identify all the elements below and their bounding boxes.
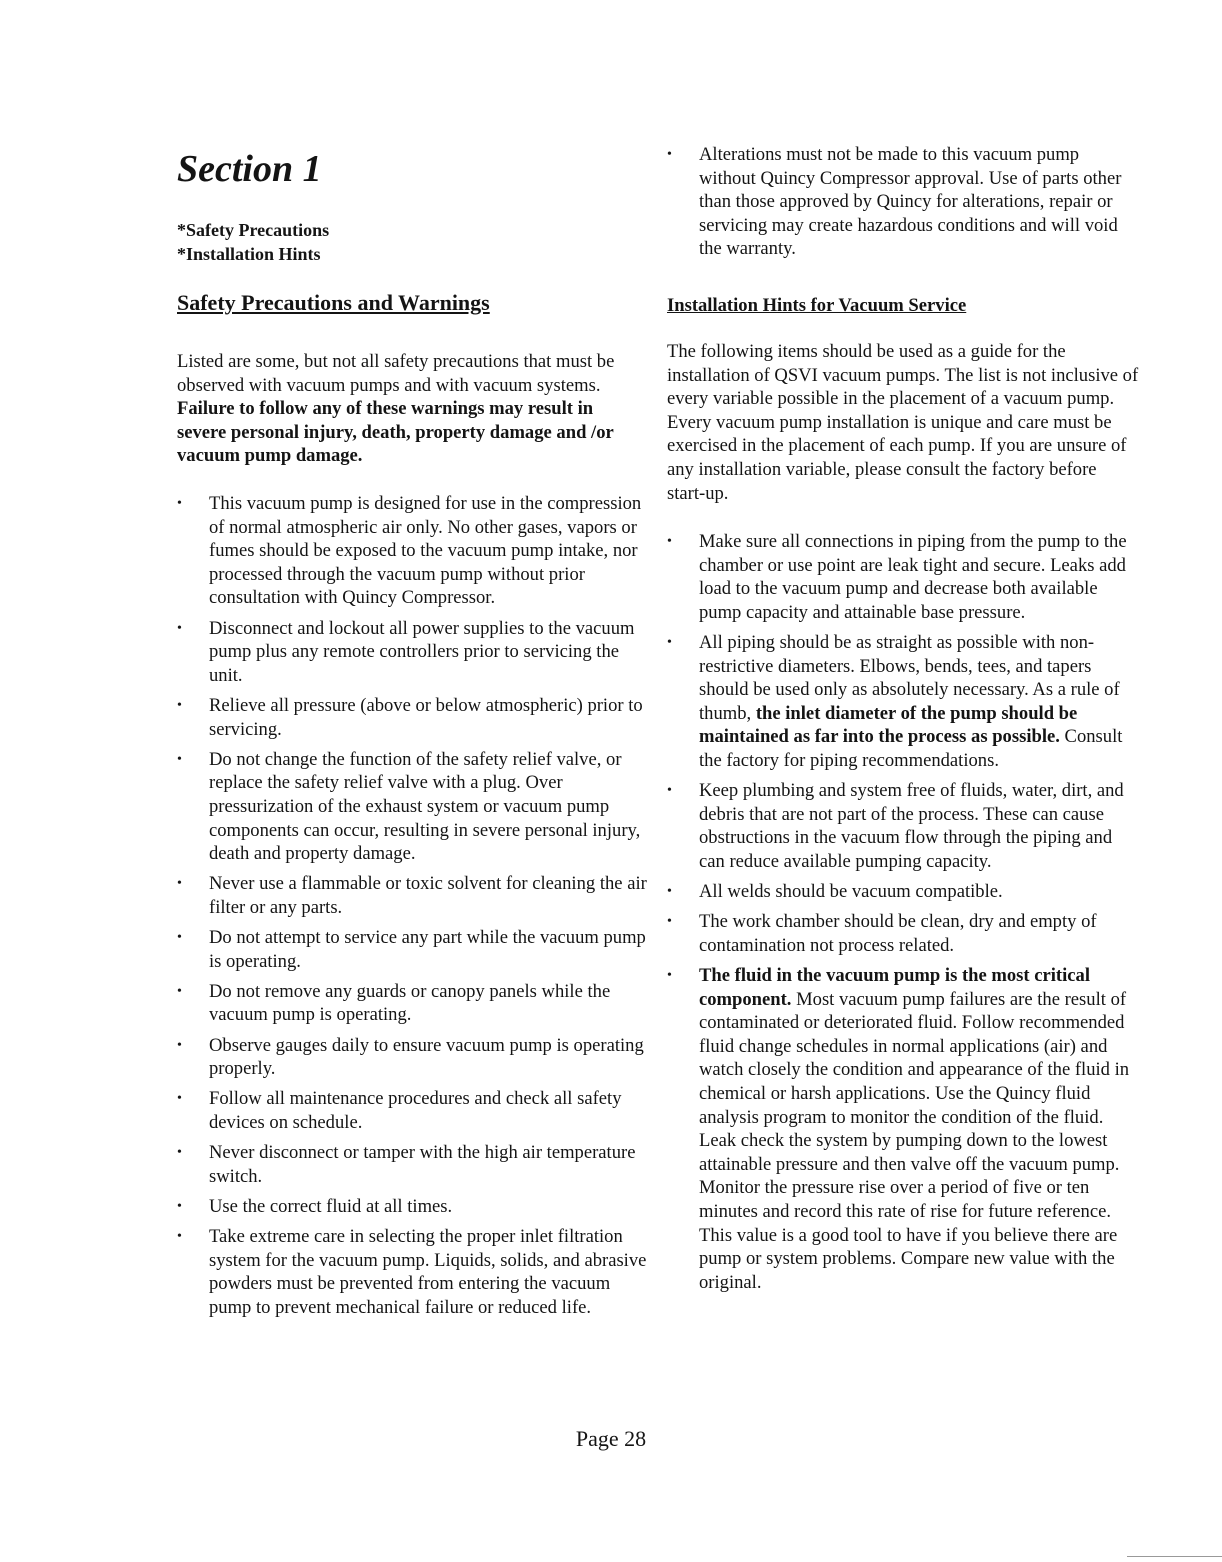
- safety-heading: Safety Precautions and Warnings: [177, 290, 490, 315]
- safety-item: • Never disconnect or tamper with the high air temperature switch.: [177, 1141, 647, 1188]
- installation-item-fluid: [667, 964, 1142, 1294]
- section-title: Section 1: [177, 148, 322, 190]
- fluid-text: Most vacuum pump failures are the result of contaminated or deteriorated fluid. Follow recommended fluid change schedules in normal applications (air) and watch closely the condition and appearance of the fluid in chemical or harsh applications. Use the Quincy fluid analysis program to monitor the condition of the fluid. Leak check the system by pumping down to the lowest attainable pressure and then valve off the vacuum pump. Monitor the pressure rise over a period of five or ten minutes and record this rate of rise for future reference. This value is a good tool to have if you believe there are pump or system problems. Compare new value with the original.: [699, 988, 1130, 1293]
- alterations-item: • Alterations must not be made to this vacuum pump without Quincy Compressor approval. Use of parts other than those approved by Quincy for alterations, repair or servicing may create hazardous conditions and will void the warranty.: [667, 143, 1137, 261]
- page-number: Page 28: [575, 1426, 647, 1451]
- subtopic-safety: *Safety Precautions: [177, 220, 330, 240]
- safety-item: • Do not remove any guards or canopy panels while the vacuum pump is operating.: [177, 980, 647, 1027]
- safety-intro: [177, 350, 645, 468]
- alterations-list: [667, 143, 1137, 268]
- safety-item: • Use the correct fluid at all times.: [177, 1195, 647, 1219]
- piping-text-end: Consult the factory for piping recommendations.: [699, 726, 1123, 771]
- safety-intro-warning: Failure to follow any of these warnings may result in severe personal injury, death, property damage and /or vacuum pump damage.: [177, 398, 614, 467]
- safety-item: • Relieve all pressure (above or below atmospheric) prior to servicing.: [177, 694, 647, 741]
- safety-intro-text: Listed are some, but not all safety precautions that must be observed with vacuum pumps and with vacuum systems.: [177, 351, 615, 396]
- scan-edge-rule: [1127, 1556, 1222, 1557]
- piping-text: All piping should be as straight as possible with non-restrictive diameters. Elbows, bends, tees, and tapers should be used only as absolutely necessary. As a rule of thumb,: [699, 631, 1120, 724]
- subtopic-installation: *Installation Hints: [177, 244, 321, 264]
- installation-item-piping: [667, 631, 1142, 773]
- safety-item: • Never use a flammable or toxic solvent for cleaning the air filter or any parts.: [177, 872, 647, 919]
- safety-item: • Observe gauges daily to ensure vacuum pump is operating properly.: [177, 1034, 647, 1081]
- safety-item: • Do not change the function of the safety relief valve, or replace the safety relief valve with a plug. Over pressurization of the exhaust system or vacuum pump components can occur, resulting in severe personal injury, death and property damage.: [177, 748, 647, 866]
- installation-heading: Installation Hints for Vacuum Service: [667, 295, 967, 316]
- installation-list: [667, 530, 1142, 1301]
- safety-item: • Follow all maintenance procedures and check all safety devices on schedule.: [177, 1087, 647, 1134]
- installation-item-plumbing: • Keep plumbing and system free of fluids, water, dirt, and debris that are not part of the process. These can cause obstructions in the vacuum flow through the piping and can reduce available pumping capacity.: [667, 779, 1142, 873]
- installation-item-welds: • All welds should be vacuum compatible.: [667, 880, 1142, 904]
- installation-item-connections: • Make sure all connections in piping from the pump to the chamber or use point are leak tight and secure. Leaks add load to the vacuum pump and decrease both available pump capacity and attainable base pressure.: [667, 530, 1142, 624]
- installation-intro: The following items should be used as a guide for the installation of QSVI vacuum pumps. The list is not inclusive of every variable possible in the placement of a vacuum pump. Every vacuum pump installation is unique and care must be exercised in the placement of each pump. If you are unsure of any installation variable, please consult the factory before start-up.: [667, 341, 1139, 504]
- safety-item: • This vacuum pump is designed for use in the compression of normal atmospheric air only. No other gases, vapors or fumes should be exposed to the vacuum pump intake, nor processed through the vacuum pump without prior consultation with Quincy Compressor.: [177, 492, 647, 610]
- piping-emphasis: the inlet diameter of the pump should be maintained as far into the process as possible.: [699, 702, 1078, 748]
- fluid-emphasis: The fluid in the vacuum pump is the most critical component.: [699, 965, 1091, 1010]
- safety-item: • Disconnect and lockout all power supplies to the vacuum pump plus any remote controllers prior to servicing the unit.: [177, 617, 647, 688]
- installation-item-chamber: • The work chamber should be clean, dry and empty of contamination not process related.: [667, 910, 1142, 957]
- safety-list: [177, 492, 647, 1326]
- safety-item: • Take extreme care in selecting the proper inlet filtration system for the vacuum pump. Liquids, solids, and abrasive powders must be prevented from entering the vacuum pump to prevent mechanical failure or reduced life.: [177, 1225, 647, 1319]
- safety-item: • Do not attempt to service any part while the vacuum pump is operating.: [177, 926, 647, 973]
